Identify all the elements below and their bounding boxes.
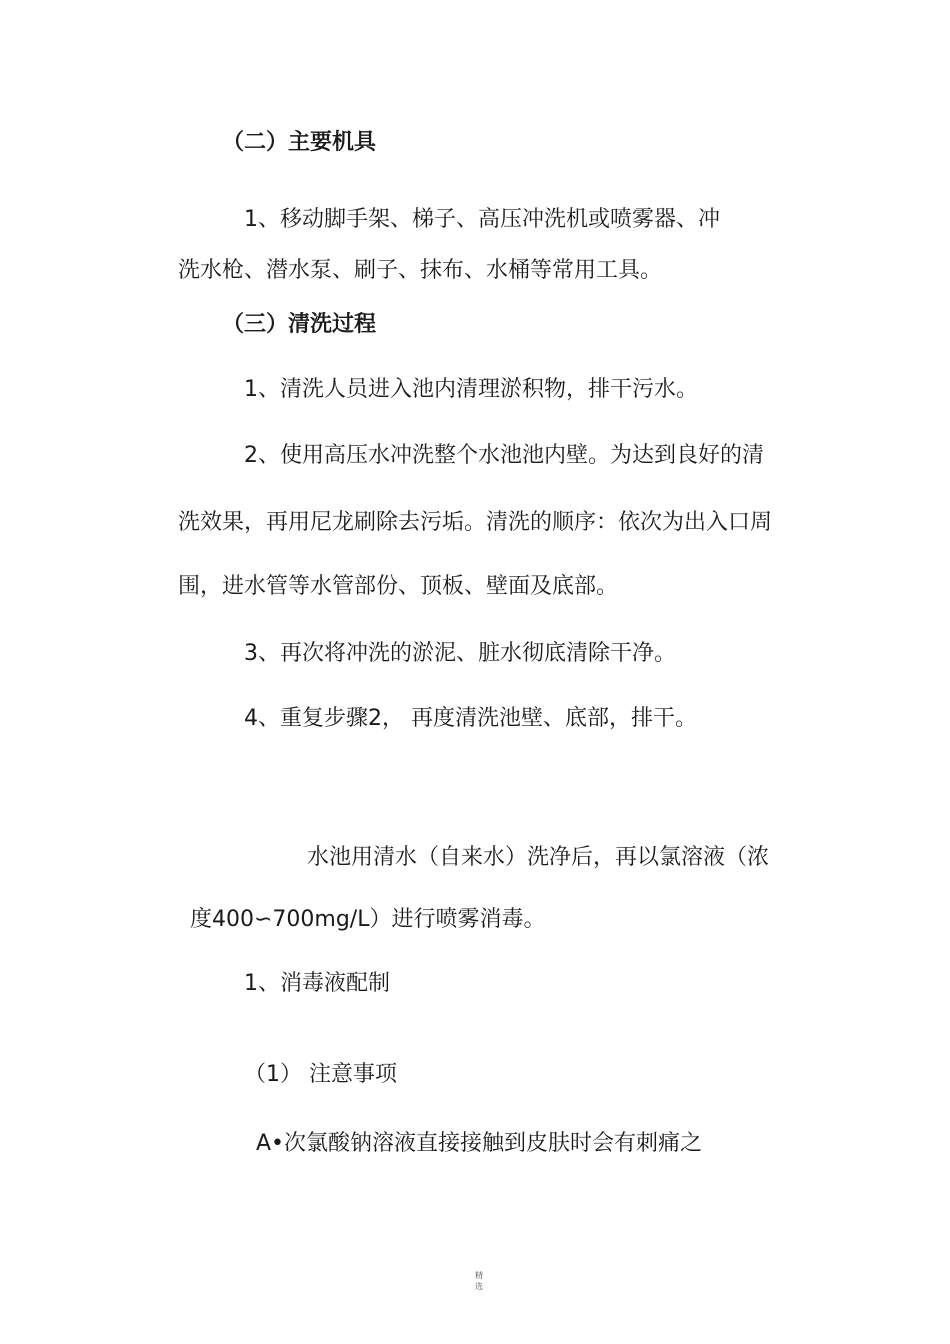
cleaning-step-1: 1、清洗人员进入池内清理淤积物，排干污水。 <box>244 377 698 402</box>
precaution-note-a: A•次氯酸钠溶液直接接触到皮肤时会有刺痛之 <box>256 1131 703 1156</box>
cleaning-step-2-line: 2、使用高压水冲洗整个水池池内壁。为达到良好的清 <box>244 443 764 468</box>
disinfection-paragraph-line: 度400∽700mg/L）进行喷雾消毒。 <box>190 907 546 932</box>
equipment-item-line: 1、移动脚手架、梯子、高压冲洗机或喷雾器、冲 <box>244 207 720 232</box>
section-heading-main-equipment: （二）主要机具 <box>222 130 377 155</box>
cleaning-step-3: 3、再次将冲洗的淤泥、脏水彻底清除干净。 <box>244 641 676 666</box>
page-footer-label: 精选 <box>475 1271 483 1291</box>
subheading-precautions: （1） 注意事项 <box>244 1062 397 1087</box>
section-heading-cleaning-process: （三）清洗过程 <box>222 312 377 337</box>
disinfection-paragraph-line: 水池用清水（自来水）洗净后，再以氯溶液（浓 <box>307 845 770 870</box>
cleaning-step-2-line: 洗效果，再用尼龙刷除去污垢。清洗的顺序：依次为出入口周 <box>178 510 773 535</box>
cleaning-step-4: 4、重复步骤2， 再度清洗池壁、底部，排干。 <box>244 706 697 731</box>
equipment-item-line: 洗水枪、潜水泵、刷子、抹布、水桶等常用工具。 <box>178 258 663 283</box>
subheading-solution-preparation: 1、消毒液配制 <box>244 971 390 996</box>
cleaning-step-2-line: 围，进水管等水管部份、顶板、壁面及底部。 <box>178 574 619 599</box>
